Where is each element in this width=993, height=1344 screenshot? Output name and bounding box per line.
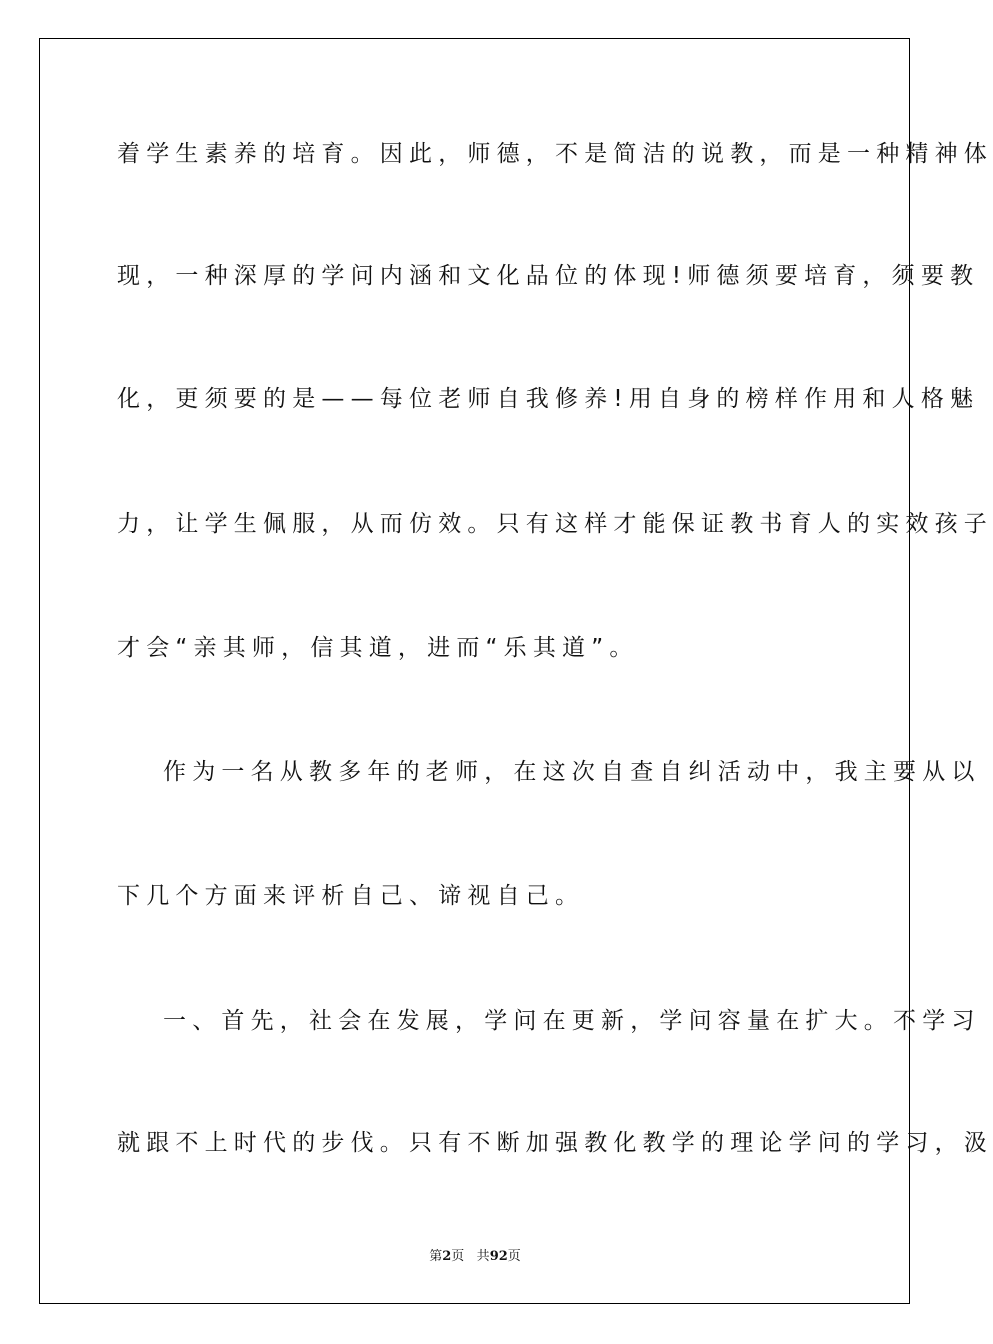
total-label-suffix: 页 bbox=[507, 1249, 521, 1264]
total-label-prefix: 共 bbox=[476, 1249, 490, 1264]
body-text-line: 就跟不上时代的步伐。只有不断加强教化教学的理论学问的学习，汲 bbox=[117, 1130, 993, 1156]
paragraph-first-line: 作为一名从教多年的老师，在这次自查自纠活动中，我主要从以 bbox=[163, 759, 981, 785]
body-text-line: 下几个方面来评析自己、谛视自己。 bbox=[117, 883, 585, 909]
paragraph-first-line: 一、首先，社会在发展，学问在更新，学问容量在扩大。不学习 bbox=[163, 1008, 981, 1034]
body-text-line: 化，更须要的是——每位老师自我修养!用自身的榜样作用和人格魅 bbox=[117, 386, 980, 412]
current-page-number: 2 bbox=[442, 1249, 452, 1264]
page-footer bbox=[0, 1247, 950, 1267]
page-label-prefix: 第 bbox=[429, 1249, 443, 1264]
body-text-line: 着学生素养的培育。因此，师德，不是简洁的说教，而是一种精神体 bbox=[117, 141, 993, 167]
page-border bbox=[39, 38, 993, 1304]
body-text-line: 现，一种深厚的学问内涵和文化品位的体现!师德须要培育，须要教 bbox=[117, 263, 980, 289]
body-text-line: 力，让学生佩服，从而仿效。只有这样才能保证教书育人的实效孩子 bbox=[117, 511, 993, 537]
total-pages-number: 92 bbox=[489, 1249, 508, 1264]
page-label-suffix: 页 bbox=[451, 1249, 465, 1264]
body-text-line: 才会“亲其师，信其道，进而“乐其道”。 bbox=[117, 635, 639, 661]
